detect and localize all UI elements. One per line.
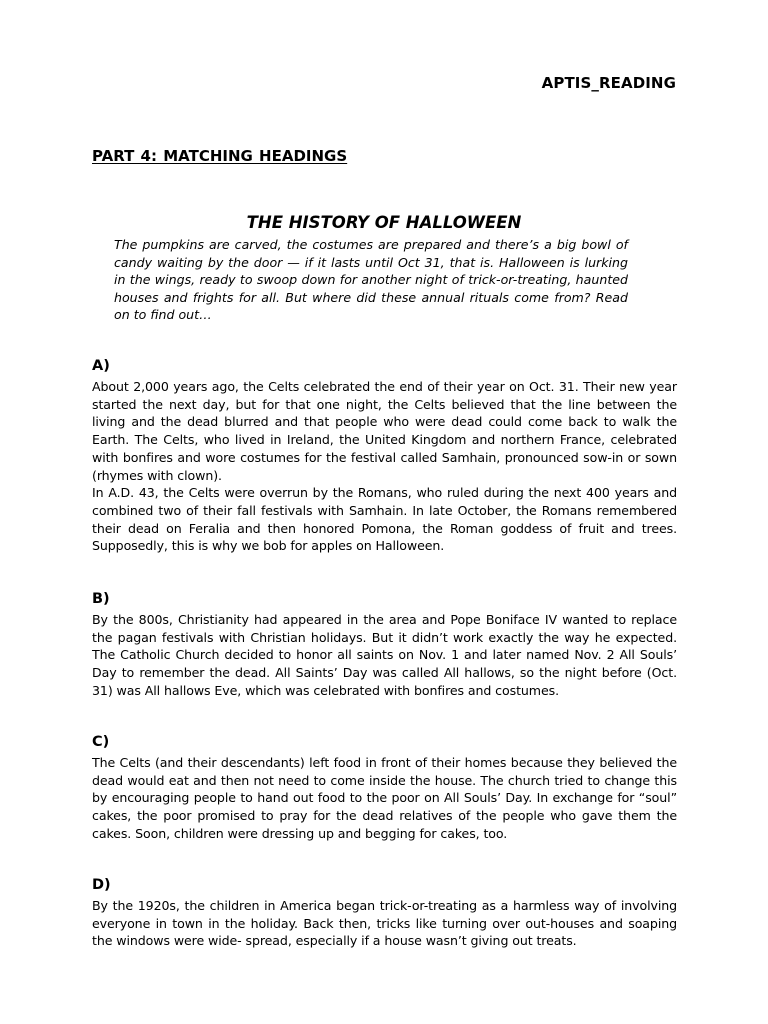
section-label: D): [92, 877, 111, 893]
section-paragraph: By the 1920s, the children in America began trick-or-treating as a harmless way of involving everyone in town in the holiday. Back then, tricks like turning over out-houses and soaping the windows were wide- spread, especially if a house wasn’t giving out treats.: [92, 898, 677, 949]
header-label: APTIS_READING: [541, 74, 676, 92]
section-label: A): [92, 358, 110, 374]
section-paragraph: The Celts (and their descendants) left food in front of their homes because they believed the dead would eat and then not need to come inside the house. The church tried to change this by encouraging people to hand out food to the poor on All Souls’ Day. In exchange for “soul” cakes, the poor promised to pray for the dead relatives of the people who gave them the cakes. Soon, children were dressing up and begging for cakes, too.: [92, 755, 677, 841]
part-title: PART 4: MATCHING HEADINGS: [92, 147, 348, 165]
section-paragraph: By the 800s, Christianity had appeared in the area and Pope Boniface IV wanted to replace the pagan festivals with Christian holidays. But it didn’t work exactly the way he expected. The Catholic Church decided to honor all saints on Nov. 1 and later named Nov. 2 All Souls’ Day to remember the dead. All Saints’ Day was called All hallows, so the night before (Oct. 31) was All hallows Eve, which was celebrated with bonfires and costumes.: [92, 612, 677, 698]
section-d: [92, 876, 677, 950]
section-paragraph: About 2,000 years ago, the Celts celebrated the end of their year on Oct. 31. Their new year started the next day, but for that one night, the Celts believed that the line between the living and the dead blurred and that people who were dead could come back to walk the Earth. The Celts, who lived in Ireland, the United Kingdom and northern France, celebrated with bonfires and wore costumes for the festival called Samhain, pronounced sow-in or sown (rhymes with clown).: [92, 379, 677, 483]
section-paragraph: In A.D. 43, the Celts were overrun by the Romans, who ruled during the next 400 years and combined two of their fall festivals with Samhain. In late October, the Romans remembered their dead on Feralia and then honored Pomona, the Roman goddess of fruit and trees. Supposedly, this is why we bob for apples on Halloween.: [92, 485, 677, 554]
document-title: THE HISTORY OF HALLOWEEN: [246, 213, 522, 232]
section-label: C): [92, 734, 110, 750]
intro-paragraph: The pumpkins are carved, the costumes are prepared and there’s a big bowl of candy waiting by the door — if it lasts until Oct 31, that is. Halloween is lurking in the wings, ready to swoop down for another night of trick-or-treating, haunted houses and frights for all. But where did these annual rituals come from? Read on to find out…: [114, 237, 628, 323]
section-label: B): [92, 591, 110, 607]
section-b: [92, 590, 677, 700]
section-a: [92, 357, 677, 555]
section-c: [92, 733, 677, 843]
